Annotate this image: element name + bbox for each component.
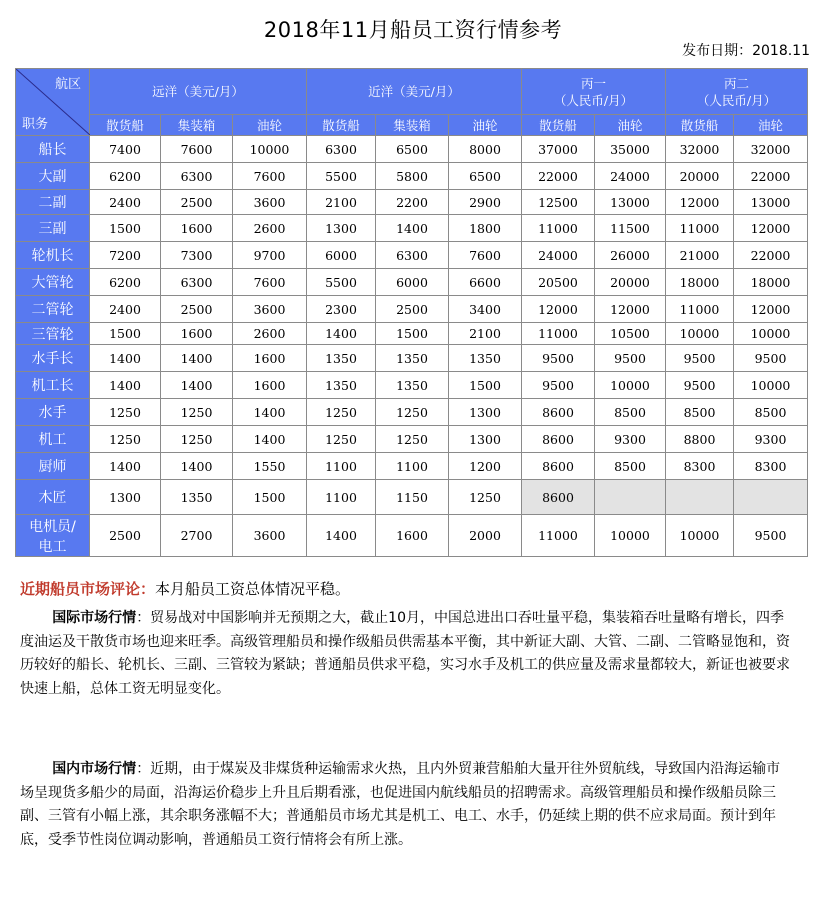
wage-cell: 1500 <box>376 323 449 345</box>
job-title-cell: 三管轮 <box>16 323 90 345</box>
wage-cell: 1100 <box>307 480 376 515</box>
region-header-class-c1 <box>522 69 666 115</box>
wage-cell: 7300 <box>161 242 233 269</box>
wage-cell: 1250 <box>307 426 376 453</box>
column-header: 集装箱 <box>161 115 233 136</box>
wage-cell: 6600 <box>449 269 522 296</box>
wage-cell: 12000 <box>734 215 808 242</box>
region-header-near-sea: 近洋（美元/月） <box>307 69 522 115</box>
wage-cell: 1300 <box>90 480 161 515</box>
wage-cell: 13000 <box>595 190 666 215</box>
wage-cell: 3400 <box>449 296 522 323</box>
wage-cell: 7600 <box>161 136 233 163</box>
wage-cell: 7600 <box>449 242 522 269</box>
wage-cell: 1400 <box>90 453 161 480</box>
wage-cell: 9300 <box>734 426 808 453</box>
table-row <box>16 480 808 515</box>
wage-cell: 2500 <box>90 515 161 557</box>
table-row <box>16 190 808 215</box>
wage-cell: 9500 <box>595 345 666 372</box>
wage-cell: 1100 <box>376 453 449 480</box>
wage-cell: 20500 <box>522 269 595 296</box>
job-title-cell: 船长 <box>16 136 90 163</box>
wage-cell: 10000 <box>233 136 307 163</box>
wage-cell: 35000 <box>595 136 666 163</box>
column-header: 油轮 <box>595 115 666 136</box>
table-row <box>16 399 808 426</box>
wage-cell: 8500 <box>595 453 666 480</box>
wage-cell: 9500 <box>522 372 595 399</box>
job-title-cell: 木匠 <box>16 480 90 515</box>
job-title-cell: 大管轮 <box>16 269 90 296</box>
wage-cell: 2600 <box>233 215 307 242</box>
job-title-cell: 三副 <box>16 215 90 242</box>
wage-cell: 37000 <box>522 136 595 163</box>
wage-cell: 22000 <box>734 163 808 190</box>
table-row <box>16 345 808 372</box>
job-title-cell: 水手 <box>16 399 90 426</box>
wage-cell: 1250 <box>90 399 161 426</box>
domestic-market-paragraph <box>20 758 790 852</box>
job-title-cell: 电机员/ 电工 <box>16 515 90 557</box>
wage-cell: 1600 <box>233 345 307 372</box>
wage-cell: 26000 <box>595 242 666 269</box>
wage-cell: 1550 <box>233 453 307 480</box>
wage-cell: 7600 <box>233 163 307 190</box>
wage-cell: 1400 <box>233 399 307 426</box>
wage-cell: 1600 <box>376 515 449 557</box>
wage-cell: 21000 <box>666 242 734 269</box>
wage-cell: 8800 <box>666 426 734 453</box>
wage-cell: 18000 <box>666 269 734 296</box>
wage-cell: 2200 <box>376 190 449 215</box>
region-label: 丙一 （人民币/月） <box>553 75 634 108</box>
wage-cell: 10000 <box>734 323 808 345</box>
wage-cell: 1600 <box>161 215 233 242</box>
wage-cell: 1400 <box>90 345 161 372</box>
table-row <box>16 453 808 480</box>
wage-cell: 10000 <box>595 515 666 557</box>
wage-table <box>15 68 808 557</box>
comment-heading-label: 近期船员市场评论： <box>20 580 156 598</box>
column-header: 散货船 <box>307 115 376 136</box>
job-title-cell: 机工 <box>16 426 90 453</box>
corner-label-position: 职务 <box>22 117 49 132</box>
wage-cell: 11000 <box>666 296 734 323</box>
region-label: 丙二 （人民币/月） <box>696 75 777 108</box>
wage-cell: 8600 <box>522 480 595 515</box>
table-row <box>16 269 808 296</box>
domestic-market-text: ：近期，由于煤炭及非煤货种运输需求火热，且内外贸兼营船舶大量开往外贸航线，导致国内沿海运输市场呈现货多船少的局面，沿海运价稳步上升且后期看涨，也促进国内航线船员的招聘需求。高级管理船员和操作级船员除三副、三管有小幅上涨，其余职务涨幅不大；普通船员市场尤其是机工、电工、水手，仍延续上期的供不应求局面。预计到年底，受季节性岗位调动影响，普通船员工资行情将会有所上涨。 <box>20 761 781 848</box>
wage-cell: 1500 <box>233 480 307 515</box>
wage-cell: 2700 <box>161 515 233 557</box>
wage-cell: 24000 <box>522 242 595 269</box>
international-market-paragraph <box>20 607 790 701</box>
wage-cell: 6000 <box>307 242 376 269</box>
wage-cell <box>666 480 734 515</box>
wage-cell: 2000 <box>449 515 522 557</box>
wage-cell: 18000 <box>734 269 808 296</box>
wage-cell: 1400 <box>307 515 376 557</box>
wage-cell: 9500 <box>734 345 808 372</box>
wage-cell: 22000 <box>734 242 808 269</box>
wage-cell: 1800 <box>449 215 522 242</box>
wage-cell: 5500 <box>307 163 376 190</box>
wage-cell: 11000 <box>666 215 734 242</box>
wage-cell <box>595 480 666 515</box>
wage-cell: 2300 <box>307 296 376 323</box>
domestic-market-label: 国内市场行情 <box>52 761 137 777</box>
wage-cell: 1250 <box>161 426 233 453</box>
wage-cell: 24000 <box>595 163 666 190</box>
wage-cell: 1400 <box>233 426 307 453</box>
wage-cell: 10500 <box>595 323 666 345</box>
table-row <box>16 242 808 269</box>
wage-cell: 32000 <box>666 136 734 163</box>
wage-cell: 6000 <box>376 269 449 296</box>
wage-cell: 1400 <box>307 323 376 345</box>
wage-cell: 1400 <box>161 453 233 480</box>
wage-cell: 3600 <box>233 515 307 557</box>
job-title-cell: 机工长 <box>16 372 90 399</box>
wage-cell: 1250 <box>161 399 233 426</box>
wage-cell: 12500 <box>522 190 595 215</box>
wage-cell: 1350 <box>376 372 449 399</box>
column-header: 集装箱 <box>376 115 449 136</box>
wage-cell: 22000 <box>522 163 595 190</box>
wage-cell: 1500 <box>90 215 161 242</box>
column-header: 油轮 <box>449 115 522 136</box>
wage-cell: 10000 <box>595 372 666 399</box>
wage-cell: 7600 <box>233 269 307 296</box>
wage-cell: 1150 <box>376 480 449 515</box>
wage-cell: 1250 <box>307 399 376 426</box>
wage-cell: 6300 <box>161 269 233 296</box>
wage-cell: 8500 <box>595 399 666 426</box>
wage-cell: 9700 <box>233 242 307 269</box>
wage-cell: 10000 <box>666 515 734 557</box>
wage-cell: 12000 <box>666 190 734 215</box>
wage-cell: 11000 <box>522 215 595 242</box>
wage-cell: 1400 <box>161 345 233 372</box>
wage-cell: 11000 <box>522 515 595 557</box>
page-title: 2018年11月船员工资行情参考 <box>263 18 563 42</box>
wage-cell: 1200 <box>449 453 522 480</box>
table-row <box>16 136 808 163</box>
table-row <box>16 515 808 557</box>
job-title-cell: 水手长 <box>16 345 90 372</box>
wage-cell: 7400 <box>90 136 161 163</box>
wage-cell: 2500 <box>161 296 233 323</box>
region-header-ocean: 远洋（美元/月） <box>90 69 307 115</box>
wage-cell: 1300 <box>449 399 522 426</box>
wage-cell: 9300 <box>595 426 666 453</box>
wage-cell: 1250 <box>376 426 449 453</box>
market-comment-heading <box>20 578 350 599</box>
table-corner-header <box>16 69 90 136</box>
wage-cell: 1400 <box>161 372 233 399</box>
wage-cell: 2100 <box>307 190 376 215</box>
wage-cell: 10000 <box>666 323 734 345</box>
wage-cell: 32000 <box>734 136 808 163</box>
international-market-text: ：贸易战对中国影响并无预期之大，截止10月，中国总进出口吞吐量平稳，集装箱吞吐量略有增长，四季度油运及干散货市场也迎来旺季。高级管理船员和操作级船员供需基本平衡，其中新证大副、大管、二副、二管略显饱和，资历较好的船长、轮机长、三副、三管较为紧缺；普通船员供求平稳，实习水手及机工的供应量及需求量都较大，新证也被要求快速上船，总体工资无明显变化。 <box>20 610 790 697</box>
corner-label-region: 航区 <box>54 77 81 92</box>
wage-cell: 1300 <box>449 426 522 453</box>
wage-cell: 9500 <box>734 515 808 557</box>
wage-cell: 8600 <box>522 399 595 426</box>
wage-cell: 1350 <box>307 372 376 399</box>
wage-cell: 10000 <box>734 372 808 399</box>
wage-cell: 8500 <box>734 399 808 426</box>
job-title-cell: 轮机长 <box>16 242 90 269</box>
wage-cell: 5500 <box>307 269 376 296</box>
wage-cell: 9500 <box>666 372 734 399</box>
wage-cell: 6200 <box>90 269 161 296</box>
job-title-cell: 大副 <box>16 163 90 190</box>
wage-cell: 20000 <box>595 269 666 296</box>
wage-cell: 2600 <box>233 323 307 345</box>
column-header: 散货船 <box>522 115 595 136</box>
wage-cell: 1100 <box>307 453 376 480</box>
wage-cell: 8000 <box>449 136 522 163</box>
wage-cell: 3600 <box>233 190 307 215</box>
column-header: 散货船 <box>90 115 161 136</box>
wage-cell: 1350 <box>449 345 522 372</box>
job-title-cell: 二管轮 <box>16 296 90 323</box>
wage-cell <box>734 480 808 515</box>
publish-date: 发布日期：2018.11 <box>682 43 810 59</box>
wage-cell: 1300 <box>307 215 376 242</box>
wage-cell: 12000 <box>522 296 595 323</box>
wage-cell: 2400 <box>90 190 161 215</box>
wage-cell: 1350 <box>376 345 449 372</box>
table-row <box>16 323 808 345</box>
job-title-cell: 二副 <box>16 190 90 215</box>
comment-summary: 本月船员工资总体情况平稳。 <box>155 580 351 598</box>
wage-cell: 2100 <box>449 323 522 345</box>
wage-cell: 8500 <box>666 399 734 426</box>
table-row <box>16 296 808 323</box>
wage-cell: 1250 <box>449 480 522 515</box>
wage-cell: 6200 <box>90 163 161 190</box>
wage-cell: 8600 <box>522 426 595 453</box>
wage-cell: 1350 <box>161 480 233 515</box>
wage-cell: 2400 <box>90 296 161 323</box>
wage-cell: 12000 <box>734 296 808 323</box>
wage-cell: 8300 <box>666 453 734 480</box>
wage-cell: 1400 <box>376 215 449 242</box>
wage-cell: 6300 <box>161 163 233 190</box>
wage-cell: 8600 <box>522 453 595 480</box>
table-row <box>16 215 808 242</box>
wage-cell: 1600 <box>161 323 233 345</box>
table-row <box>16 372 808 399</box>
wage-cell: 8300 <box>734 453 808 480</box>
wage-cell: 1600 <box>233 372 307 399</box>
column-header: 油轮 <box>734 115 808 136</box>
region-header-class-c2 <box>666 69 808 115</box>
wage-cell: 6500 <box>376 136 449 163</box>
table-row <box>16 163 808 190</box>
wage-cell: 1350 <box>307 345 376 372</box>
wage-cell: 11000 <box>522 323 595 345</box>
column-header: 油轮 <box>233 115 307 136</box>
wage-cell: 12000 <box>595 296 666 323</box>
wage-cell: 9500 <box>522 345 595 372</box>
wage-cell: 20000 <box>666 163 734 190</box>
wage-cell: 5800 <box>376 163 449 190</box>
wage-cell: 13000 <box>734 190 808 215</box>
wage-cell: 6300 <box>376 242 449 269</box>
table-row <box>16 426 808 453</box>
wage-cell: 2500 <box>161 190 233 215</box>
wage-cell: 9500 <box>666 345 734 372</box>
job-title-cell: 厨师 <box>16 453 90 480</box>
wage-cell: 2500 <box>376 296 449 323</box>
wage-cell: 1500 <box>90 323 161 345</box>
wage-cell: 1500 <box>449 372 522 399</box>
wage-cell: 3600 <box>233 296 307 323</box>
international-market-label: 国际市场行情 <box>52 610 137 626</box>
wage-cell: 1250 <box>376 399 449 426</box>
wage-cell: 11500 <box>595 215 666 242</box>
wage-cell: 6300 <box>307 136 376 163</box>
column-header: 散货船 <box>666 115 734 136</box>
wage-cell: 7200 <box>90 242 161 269</box>
wage-cell: 2900 <box>449 190 522 215</box>
wage-cell: 1250 <box>90 426 161 453</box>
wage-cell: 6500 <box>449 163 522 190</box>
wage-cell: 1400 <box>90 372 161 399</box>
